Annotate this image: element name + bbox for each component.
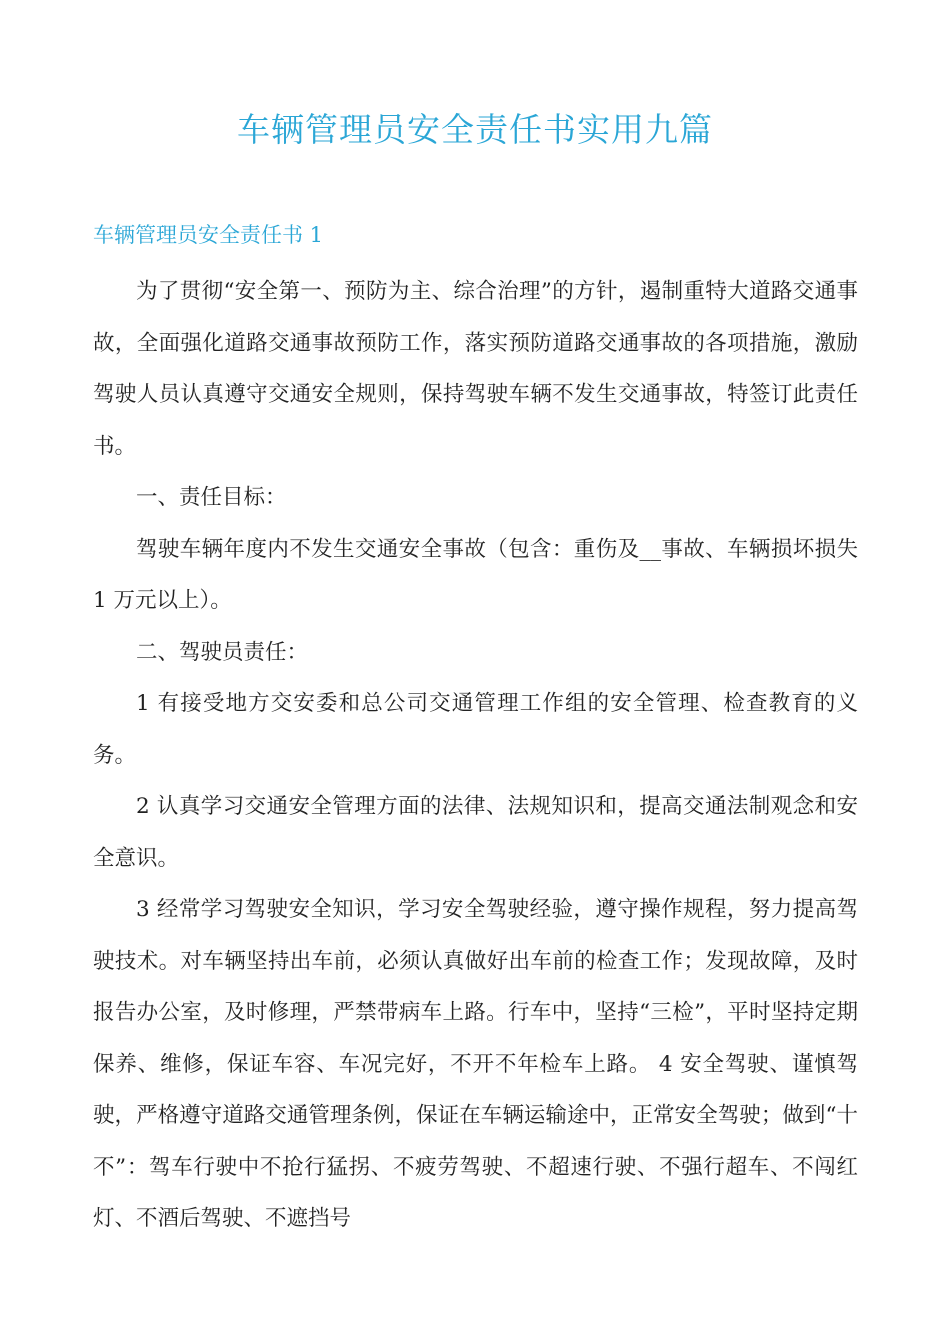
paragraph-goal-detail: 驾驶车辆年度内不发生交通安全事故（包含：重伤及__事故、车辆损坏损失 1 万元以上）。 [93,536,858,613]
paragraph-duty-2: 2 认真学习交通安全管理方面的法律、法规知识和，提高交通法制观念和安全意识。 [93,794,858,871]
paragraph-heading-goals: 一、责任目标： [136,485,287,510]
section-heading: 车辆管理员安全责任书 1 [93,223,324,247]
paragraph-duty-3-4: 3 经常学习驾驶安全知识，学习安全驾驶经验，遵守操作规程，努力提高驾驶技术。对车辆坚持出车前，必须认真做好出车前的检查工作；发现故障，及时报告办公室，及时修理，严禁带病车上路。行车中，坚持“三检”，平时坚持定期保养、维修，保证车容、车况完好，不开不年检车上路。 4 安全驾驶、谨慎驾驶，严格遵守道路交通管理条例，保证在车辆运输途中，正常安全驾驶；做到“十不”：驾车行驶中不抢行猛拐、不疲劳驾驶、不超速行驶、不强行超车、不闯红灯、不酒后驾驶、不遮挡号 [93,897,858,1231]
paragraph-heading-duties: 二、驾驶员责任： [136,639,309,665]
paragraph-duty-1: 1 有接受地方交安委和总公司交通管理工作组的安全管理、检查教育的义务。 [93,691,858,768]
document-body [93,266,858,1245]
paragraph-intro: 为了贯彻“安全第一、预防为主、综合治理”的方针，遏制重特大道路交通事故，全面强化道路交通事故预防工作，落实预防道路交通事故的各项措施，激励驾驶人员认真遵守交通安全规则，保持驾驶车辆不发生交通事故，特签订此责任书。 [93,279,858,459]
document-title: 车辆管理员安全责任书实用九篇 [237,110,713,149]
